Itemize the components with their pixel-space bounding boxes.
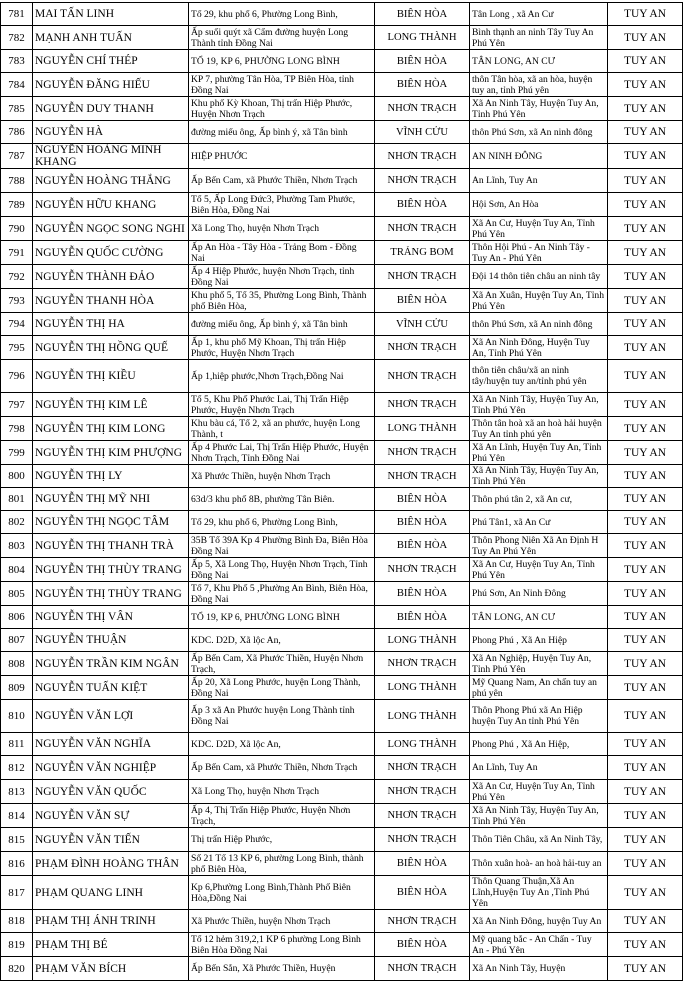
- address-cell: Tổ 29, khu phố 6, Phường Long Bình,: [189, 3, 375, 26]
- district-cell: NHƠN TRẠCH: [375, 336, 470, 360]
- stt-cell: 799: [1, 441, 33, 465]
- name-cell: NGUYỄN THỊ KIM PHƯỢNG: [33, 441, 189, 465]
- district-cell: BIÊN HÒA: [375, 3, 470, 26]
- origin-district-cell: TUY AN: [608, 441, 683, 465]
- stt-cell: 812: [1, 756, 33, 780]
- table-row: [1, 26, 683, 50]
- address-cell: Xã Phước Thiền, huyện Nhơn Trạch: [189, 465, 375, 488]
- stt-cell: 807: [1, 629, 33, 652]
- district-cell: NHƠN TRẠCH: [375, 144, 470, 169]
- hometown-cell: Xã An Lĩnh, Huyện Tuy An, Tỉnh Phú Yên: [470, 441, 608, 465]
- hometown-cell: TÂN LONG, AN CƯ: [470, 50, 608, 73]
- district-cell: NHƠN TRẠCH: [375, 558, 470, 582]
- name-cell: NGUYỄN DUY THANH: [33, 97, 189, 121]
- address-cell: Ấp 4, Thị Trấn Hiệp Phước, Huyện Nhơn Trạch,: [189, 804, 375, 828]
- table-row: [1, 73, 683, 97]
- hometown-cell: An Lĩnh, Tuy An: [470, 756, 608, 780]
- origin-district-cell: TUY AN: [608, 804, 683, 828]
- origin-district-cell: TUY AN: [608, 652, 683, 676]
- hometown-cell: Phong Phú , Xã An Hiệp: [470, 629, 608, 652]
- district-cell: NHƠN TRẠCH: [375, 756, 470, 780]
- table-row: [1, 417, 683, 441]
- district-cell: NHƠN TRẠCH: [375, 910, 470, 933]
- table-row: [1, 582, 683, 606]
- origin-district-cell: TUY AN: [608, 582, 683, 606]
- table-row: [1, 933, 683, 957]
- origin-district-cell: TUY AN: [608, 828, 683, 852]
- name-cell: PHẠM THỊ ÁNH TRINH: [33, 910, 189, 933]
- stt-cell: 788: [1, 169, 33, 193]
- stt-cell: 802: [1, 511, 33, 534]
- name-cell: PHẠM ĐÌNH HOÀNG THÂN: [33, 852, 189, 876]
- name-cell: NGUYỄN VĂN QUỐC: [33, 780, 189, 804]
- table-row: [1, 313, 683, 336]
- address-cell: Ấp Bến Cam, xã Phước Thiền, Nhơn Trạch: [189, 169, 375, 193]
- name-cell: NGUYỄN VĂN SỰ: [33, 804, 189, 828]
- address-cell: Tổ 29, khu phố 6, Phường Long Bình,: [189, 511, 375, 534]
- district-cell: LONG THÀNH: [375, 733, 470, 756]
- name-cell: NGUYỄN THANH HÒA: [33, 289, 189, 313]
- table-row: [1, 733, 683, 756]
- address-cell: Ấp Bến Cam, Xã Phước Thiền, Huyện Nhơn Trạch,: [189, 652, 375, 676]
- address-cell: Ấp 3 xã An Phước huyện Long Thành tỉnh Đồng Nai: [189, 700, 375, 733]
- hometown-cell: Thôn Phong Niên Xã An Định H Tuy An Phú Yên: [470, 534, 608, 558]
- district-cell: BIÊN HÒA: [375, 488, 470, 511]
- name-cell: NGUYỄN QUỐC CƯỜNG: [33, 241, 189, 265]
- hometown-cell: thôn Tân hòa, xã an hòa, huyện tuy an, tỉnh Phú yên: [470, 73, 608, 97]
- table-row: [1, 465, 683, 488]
- district-cell: NHƠN TRẠCH: [375, 97, 470, 121]
- district-cell: NHƠN TRẠCH: [375, 804, 470, 828]
- origin-district-cell: TUY AN: [608, 313, 683, 336]
- hometown-cell: Mỹ quang bắc - An Chấn - Tuy An - Phú Yên: [470, 933, 608, 957]
- origin-district-cell: TUY AN: [608, 169, 683, 193]
- stt-cell: 794: [1, 313, 33, 336]
- table-row: [1, 144, 683, 169]
- address-cell: Ấp 5, Xã Long Thọ, Huyện Nhơn Trạch, Tỉnh Đồng Nai: [189, 558, 375, 582]
- address-cell: KP 7, phường Tân Hòa, TP Biên Hòa, tỉnh Đồng Nai: [189, 73, 375, 97]
- origin-district-cell: TUY AN: [608, 193, 683, 217]
- stt-cell: 798: [1, 417, 33, 441]
- stt-cell: 784: [1, 73, 33, 97]
- stt-cell: 817: [1, 876, 33, 910]
- stt-cell: 782: [1, 26, 33, 50]
- table-row: [1, 606, 683, 629]
- name-cell: NGUYỄN THỊ THANH TRÀ: [33, 534, 189, 558]
- hometown-cell: Bình thạnh an ninh Tây Tuy An Phú Yên: [470, 26, 608, 50]
- address-cell: Ấp 1,hiệp phước,Nhơn Trạch,Đồng Nai: [189, 360, 375, 393]
- stt-cell: 795: [1, 336, 33, 360]
- origin-district-cell: TUY AN: [608, 558, 683, 582]
- origin-district-cell: TUY AN: [608, 417, 683, 441]
- name-cell: NGUYỄN THỊ KIM LONG: [33, 417, 189, 441]
- hometown-cell: Thôn Hội Phú - An Ninh Tây - Tuy An - Phú Yên: [470, 241, 608, 265]
- origin-district-cell: TUY AN: [608, 511, 683, 534]
- district-cell: BIÊN HÒA: [375, 876, 470, 910]
- district-cell: BIÊN HÒA: [375, 582, 470, 606]
- table-row: [1, 756, 683, 780]
- table-row: [1, 289, 683, 313]
- address-cell: Khu phố 5, Tổ 35, Phường Long Bình, Thành phố Biên Hòa,: [189, 289, 375, 313]
- name-cell: NGUYỄN ĐĂNG HIẾU: [33, 73, 189, 97]
- origin-district-cell: TUY AN: [608, 957, 683, 981]
- stt-cell: 791: [1, 241, 33, 265]
- table-row: [1, 121, 683, 144]
- address-cell: Khu phố Kỳ Khoan, Thị trấn Hiệp Phước, Huyện Nhơn Trạch: [189, 97, 375, 121]
- hometown-cell: Xã An Ninh Tây, Huyện: [470, 957, 608, 981]
- table-row: [1, 393, 683, 417]
- stt-cell: 814: [1, 804, 33, 828]
- stt-cell: 801: [1, 488, 33, 511]
- origin-district-cell: TUY AN: [608, 534, 683, 558]
- name-cell: NGUYỄN VĂN TIẾN: [33, 828, 189, 852]
- table-row: [1, 957, 683, 981]
- table-row: [1, 780, 683, 804]
- name-cell: NGUYỄN THUẬN: [33, 629, 189, 652]
- district-cell: BIÊN HÒA: [375, 534, 470, 558]
- table-row: [1, 336, 683, 360]
- table-row: [1, 652, 683, 676]
- hometown-cell: Xã An Xuân, Huyện Tuy An, Tỉnh Phú Yên: [470, 289, 608, 313]
- address-cell: Tổ 12 hẻm 319,2,1 KP 6 phường Long Bình Biên Hòa Đồng Nai: [189, 933, 375, 957]
- district-cell: NHƠN TRẠCH: [375, 169, 470, 193]
- stt-cell: 820: [1, 957, 33, 981]
- address-cell: Xã Long Thọ, huyện Nhơn Trạch: [189, 217, 375, 241]
- stt-cell: 781: [1, 3, 33, 26]
- district-cell: BIÊN HÒA: [375, 933, 470, 957]
- origin-district-cell: TUY AN: [608, 733, 683, 756]
- origin-district-cell: TUY AN: [608, 26, 683, 50]
- district-cell: BIÊN HÒA: [375, 73, 470, 97]
- origin-district-cell: TUY AN: [608, 289, 683, 313]
- district-cell: BIÊN HÒA: [375, 511, 470, 534]
- stt-cell: 804: [1, 558, 33, 582]
- hometown-cell: Phú Sơn, An Ninh Đông: [470, 582, 608, 606]
- origin-district-cell: TUY AN: [608, 676, 683, 700]
- hometown-cell: Thôn Quang Thuận,Xã An Lĩnh,Huyện Tuy An ,Tỉnh Phú Yên: [470, 876, 608, 910]
- table-row: [1, 876, 683, 910]
- table-row: [1, 700, 683, 733]
- stt-cell: 790: [1, 217, 33, 241]
- address-cell: Ấp 4 Hiệp Phước, huyện Nhơn Trạch, tỉnh Đồng Nai: [189, 265, 375, 289]
- origin-district-cell: TUY AN: [608, 360, 683, 393]
- origin-district-cell: TUY AN: [608, 265, 683, 289]
- origin-district-cell: TUY AN: [608, 606, 683, 629]
- district-cell: NHƠN TRẠCH: [375, 393, 470, 417]
- district-cell: LONG THÀNH: [375, 676, 470, 700]
- hometown-cell: TÂN LONG, AN CƯ: [470, 606, 608, 629]
- district-cell: VĨNH CỬU: [375, 313, 470, 336]
- hometown-cell: Xã An Ninh Tây, Huyện Tuy An, Tỉnh Phú Yên: [470, 804, 608, 828]
- name-cell: NGUYỄN THỊ KIỀU: [33, 360, 189, 393]
- district-cell: TRẢNG BOM: [375, 241, 470, 265]
- name-cell: NGUYỄN TUẤN KIỆT: [33, 676, 189, 700]
- table-row: [1, 488, 683, 511]
- origin-district-cell: TUY AN: [608, 876, 683, 910]
- name-cell: NGUYỄN TRẦN KIM NGÂN: [33, 652, 189, 676]
- district-cell: VĨNH CỬU: [375, 121, 470, 144]
- district-cell: LONG THÀNH: [375, 629, 470, 652]
- table-row: [1, 828, 683, 852]
- name-cell: MẠNH ANH TUẤN: [33, 26, 189, 50]
- district-cell: LONG THÀNH: [375, 700, 470, 733]
- address-cell: KDC. D2D, Xã lộc An,: [189, 629, 375, 652]
- origin-district-cell: TUY AN: [608, 756, 683, 780]
- name-cell: NGUYỄN CHÍ THÉP: [33, 50, 189, 73]
- origin-district-cell: TUY AN: [608, 336, 683, 360]
- table-row: [1, 241, 683, 265]
- name-cell: NGUYỄN HỮU KHANG: [33, 193, 189, 217]
- hometown-cell: Tân Long , xã An Cư: [470, 3, 608, 26]
- address-cell: Tổ 5, Ấp Long Đức3, Phường Tam Phước, Biên Hòa, Đồng Nai: [189, 193, 375, 217]
- origin-district-cell: TUY AN: [608, 780, 683, 804]
- table-row: [1, 852, 683, 876]
- address-cell: HIỆP PHƯỚC: [189, 144, 375, 169]
- district-cell: BIÊN HÒA: [375, 852, 470, 876]
- address-cell: 35B Tổ 39A Kp 4 Phường Bình Đa, Biên Hòa Đồng Nai: [189, 534, 375, 558]
- name-cell: NGUYỄN HOÀNG MINH KHANG: [33, 144, 189, 169]
- table-row: [1, 441, 683, 465]
- stt-cell: 819: [1, 933, 33, 957]
- stt-cell: 806: [1, 606, 33, 629]
- table-row: [1, 629, 683, 652]
- address-cell: Thị trấn Hiệp Phước,: [189, 828, 375, 852]
- origin-district-cell: TUY AN: [608, 629, 683, 652]
- address-cell: Kp 6,Phường Long Bình,Thành Phố Biên Hòa,Đồng Nai: [189, 876, 375, 910]
- name-cell: NGUYỄN THỊ KIM LÊ: [33, 393, 189, 417]
- hometown-cell: Phong Phú , Xã An Hiệp,: [470, 733, 608, 756]
- stt-cell: 805: [1, 582, 33, 606]
- hometown-cell: Xã An Ninh Tây, Huyện Tuy An, Tỉnh Phú Yên: [470, 97, 608, 121]
- stt-cell: 809: [1, 676, 33, 700]
- stt-cell: 811: [1, 733, 33, 756]
- hometown-cell: Xã An Cư, Huyện Tuy An, Tỉnh Phú Yên: [470, 558, 608, 582]
- stt-cell: 818: [1, 910, 33, 933]
- name-cell: NGUYỄN THỊ MỸ NHI: [33, 488, 189, 511]
- stt-cell: 813: [1, 780, 33, 804]
- origin-district-cell: TUY AN: [608, 50, 683, 73]
- table-row: [1, 804, 683, 828]
- hometown-cell: Thôn Phong Phú xã An Hiệp huyện Tuy An tỉnh Phú Yên: [470, 700, 608, 733]
- address-cell: đường miếu ông, Ấp bình ý, xã Tân bình: [189, 121, 375, 144]
- district-cell: BIÊN HÒA: [375, 289, 470, 313]
- stt-cell: 800: [1, 465, 33, 488]
- stt-cell: 793: [1, 289, 33, 313]
- origin-district-cell: TUY AN: [608, 933, 683, 957]
- stt-cell: 786: [1, 121, 33, 144]
- stt-cell: 785: [1, 97, 33, 121]
- address-cell: Xã Phước Thiền, huyện Nhơn Trạch: [189, 910, 375, 933]
- address-cell: Khu bàu cá, Tổ 2, xã an phước, huyện Long Thành, t: [189, 417, 375, 441]
- name-cell: NGUYỄN THỊ HỒNG QUẾ: [33, 336, 189, 360]
- hometown-cell: Thôn Tiên Châu, xã An Ninh Tây,: [470, 828, 608, 852]
- name-cell: NGUYỄN VĂN LỢI: [33, 700, 189, 733]
- origin-district-cell: TUY AN: [608, 700, 683, 733]
- hometown-cell: Xã An Ninh Tây, Huyện Tuy An, Tỉnh Phú Yên: [470, 393, 608, 417]
- table-row: [1, 50, 683, 73]
- origin-district-cell: TUY AN: [608, 241, 683, 265]
- stt-cell: 789: [1, 193, 33, 217]
- stt-cell: 783: [1, 50, 33, 73]
- district-cell: NHƠN TRẠCH: [375, 465, 470, 488]
- district-cell: NHƠN TRẠCH: [375, 780, 470, 804]
- origin-district-cell: TUY AN: [608, 910, 683, 933]
- student-table: [0, 2, 683, 981]
- origin-district-cell: TUY AN: [608, 217, 683, 241]
- hometown-cell: thôn tiên châu/xã an ninh tây/huyện tuy an/tỉnh phú yên: [470, 360, 608, 393]
- table-row: [1, 169, 683, 193]
- origin-district-cell: TUY AN: [608, 144, 683, 169]
- district-cell: LONG THÀNH: [375, 417, 470, 441]
- address-cell: Ấp 1, khu phố Mỹ Khoan, Thị trấn Hiệp Phước, Huyện Nhơn Trạch: [189, 336, 375, 360]
- hometown-cell: thôn Phú Sơn, xã An ninh đông: [470, 313, 608, 336]
- origin-district-cell: TUY AN: [608, 488, 683, 511]
- hometown-cell: Hội Sơn, An Hòa: [470, 193, 608, 217]
- address-cell: đường miếu ông, Ấp bình ý, xã Tân bình: [189, 313, 375, 336]
- hometown-cell: AN NINH ĐÔNG: [470, 144, 608, 169]
- address-cell: Tổ 7, Khu Phố 5 ,Phường An Bình, Biên Hòa, Đồng Nai: [189, 582, 375, 606]
- address-cell: Ấp Bến Cam, xã Phước Thiền, Nhơn Trạch: [189, 756, 375, 780]
- hometown-cell: Xã An Cư, Huyện Tuy An, Tỉnh Phú Yên: [470, 217, 608, 241]
- stt-cell: 816: [1, 852, 33, 876]
- stt-cell: 815: [1, 828, 33, 852]
- district-cell: NHƠN TRẠCH: [375, 217, 470, 241]
- table-row: [1, 193, 683, 217]
- address-cell: TỔ 19, KP 6, PHƯỜNG LONG BÌNH: [189, 606, 375, 629]
- table-row: [1, 97, 683, 121]
- origin-district-cell: TUY AN: [608, 97, 683, 121]
- table-row: [1, 360, 683, 393]
- name-cell: NGUYỄN THÀNH ĐẢO: [33, 265, 189, 289]
- hometown-cell: Thôn xuân hoà- an hoà hải-tuy an: [470, 852, 608, 876]
- hometown-cell: Thôn tân hoà xã an hoà hải huyện Tuy An tỉnh phú yên: [470, 417, 608, 441]
- stt-cell: 796: [1, 360, 33, 393]
- district-cell: NHƠN TRẠCH: [375, 441, 470, 465]
- address-cell: KDC. D2D, Xã lộc An,: [189, 733, 375, 756]
- name-cell: NGUYỄN THỊ VÂN: [33, 606, 189, 629]
- district-cell: NHƠN TRẠCH: [375, 652, 470, 676]
- table-row: [1, 558, 683, 582]
- stt-cell: 787: [1, 144, 33, 169]
- name-cell: NGUYỄN THỊ LY: [33, 465, 189, 488]
- stt-cell: 810: [1, 700, 33, 733]
- origin-district-cell: TUY AN: [608, 393, 683, 417]
- district-cell: BIÊN HÒA: [375, 193, 470, 217]
- table-body: [1, 3, 683, 981]
- district-cell: LONG THÀNH: [375, 26, 470, 50]
- name-cell: NGUYỄN THỊ THÙY TRANG: [33, 582, 189, 606]
- name-cell: PHẠM QUANG LINH: [33, 876, 189, 910]
- origin-district-cell: TUY AN: [608, 465, 683, 488]
- hometown-cell: thôn Phú Sơn, xã An ninh đông: [470, 121, 608, 144]
- name-cell: PHẠM VĂN BÍCH: [33, 957, 189, 981]
- address-cell: Tổ 5, Khu Phố Phước Lai, Thị Trấn Hiệp Phước, Huyện Nhơn Trạch: [189, 393, 375, 417]
- name-cell: NGUYỄN VĂN NGHIỆP: [33, 756, 189, 780]
- stt-cell: 808: [1, 652, 33, 676]
- hometown-cell: Xã An Nghiệp, Huyện Tuy An, Tỉnh Phú Yên: [470, 652, 608, 676]
- stt-cell: 797: [1, 393, 33, 417]
- name-cell: NGUYỄN THỊ NGỌC TÂM: [33, 511, 189, 534]
- address-cell: Ấp suối quýt xã Cẩm đường huyện Long Thành tỉnh Đồng Nai: [189, 26, 375, 50]
- name-cell: NGUYỄN NGỌC SONG NGHI: [33, 217, 189, 241]
- hometown-cell: Phú Tân1, xã An Cư: [470, 511, 608, 534]
- name-cell: NGUYỄN THỊ THÙY TRANG: [33, 558, 189, 582]
- district-cell: NHƠN TRẠCH: [375, 957, 470, 981]
- district-cell: BIÊN HÒA: [375, 606, 470, 629]
- hometown-cell: Thôn phú tân 2, xã An cư,: [470, 488, 608, 511]
- table-row: [1, 511, 683, 534]
- name-cell: NGUYỄN HÀ: [33, 121, 189, 144]
- origin-district-cell: TUY AN: [608, 3, 683, 26]
- address-cell: 63d/3 khu phố 8B, phường Tân Biên.: [189, 488, 375, 511]
- hometown-cell: Xã An Ninh Đông, Huyện Tuy An, Tỉnh Phú Yên: [470, 336, 608, 360]
- district-cell: NHƠN TRẠCH: [375, 265, 470, 289]
- table-row: [1, 676, 683, 700]
- name-cell: NGUYỄN VĂN NGHĨA: [33, 733, 189, 756]
- hometown-cell: Xã An Ninh Tây, Huyện Tuy An, Tỉnh Phú Yên: [470, 465, 608, 488]
- address-cell: Ấp An Hòa - Tây Hòa - Trảng Bom - Đồng Nai: [189, 241, 375, 265]
- hometown-cell: An Lĩnh, Tuy An: [470, 169, 608, 193]
- address-cell: Ấp 20, Xã Long Phước, huyện Long Thành, Đồng Nai: [189, 676, 375, 700]
- table-row: [1, 3, 683, 26]
- table-row: [1, 910, 683, 933]
- hometown-cell: Xã An Ninh Đông, huyện Tuy An: [470, 910, 608, 933]
- name-cell: NGUYỄN THỊ HA: [33, 313, 189, 336]
- district-cell: NHƠN TRẠCH: [375, 360, 470, 393]
- district-cell: NHƠN TRẠCH: [375, 828, 470, 852]
- table-row: [1, 217, 683, 241]
- address-cell: Ấp Bến Sắn, Xã Phước Thiền, Huyện: [189, 957, 375, 981]
- name-cell: NGUYỄN HOÀNG THẮNG: [33, 169, 189, 193]
- address-cell: Số 21 Tổ 13 KP 6, phường Long Bình, thành phố Biên Hòa,: [189, 852, 375, 876]
- address-cell: Ấp 4 Phước Lai, Thị Trấn Hiệp Phước, Huyện Nhơn Trạch, Tỉnh Đồng Nai: [189, 441, 375, 465]
- table-row: [1, 265, 683, 289]
- table-row: [1, 534, 683, 558]
- stt-cell: 792: [1, 265, 33, 289]
- address-cell: Xã Long Thọ, huyện Nhơn Trạch: [189, 780, 375, 804]
- origin-district-cell: TUY AN: [608, 73, 683, 97]
- district-cell: BIÊN HÒA: [375, 50, 470, 73]
- name-cell: MAI TẤN LINH: [33, 3, 189, 26]
- address-cell: TỔ 19, KP 6, PHƯỜNG LONG BÌNH: [189, 50, 375, 73]
- origin-district-cell: TUY AN: [608, 121, 683, 144]
- hometown-cell: Xã An Cư, Huyện Tuy An, Tỉnh Phú Yên: [470, 780, 608, 804]
- hometown-cell: Đội 14 thôn tiên châu an ninh tây: [470, 265, 608, 289]
- stt-cell: 803: [1, 534, 33, 558]
- origin-district-cell: TUY AN: [608, 852, 683, 876]
- hometown-cell: Mỹ Quang Nam, An chấn tuy an phú yên: [470, 676, 608, 700]
- name-cell: PHẠM THỊ BÉ: [33, 933, 189, 957]
